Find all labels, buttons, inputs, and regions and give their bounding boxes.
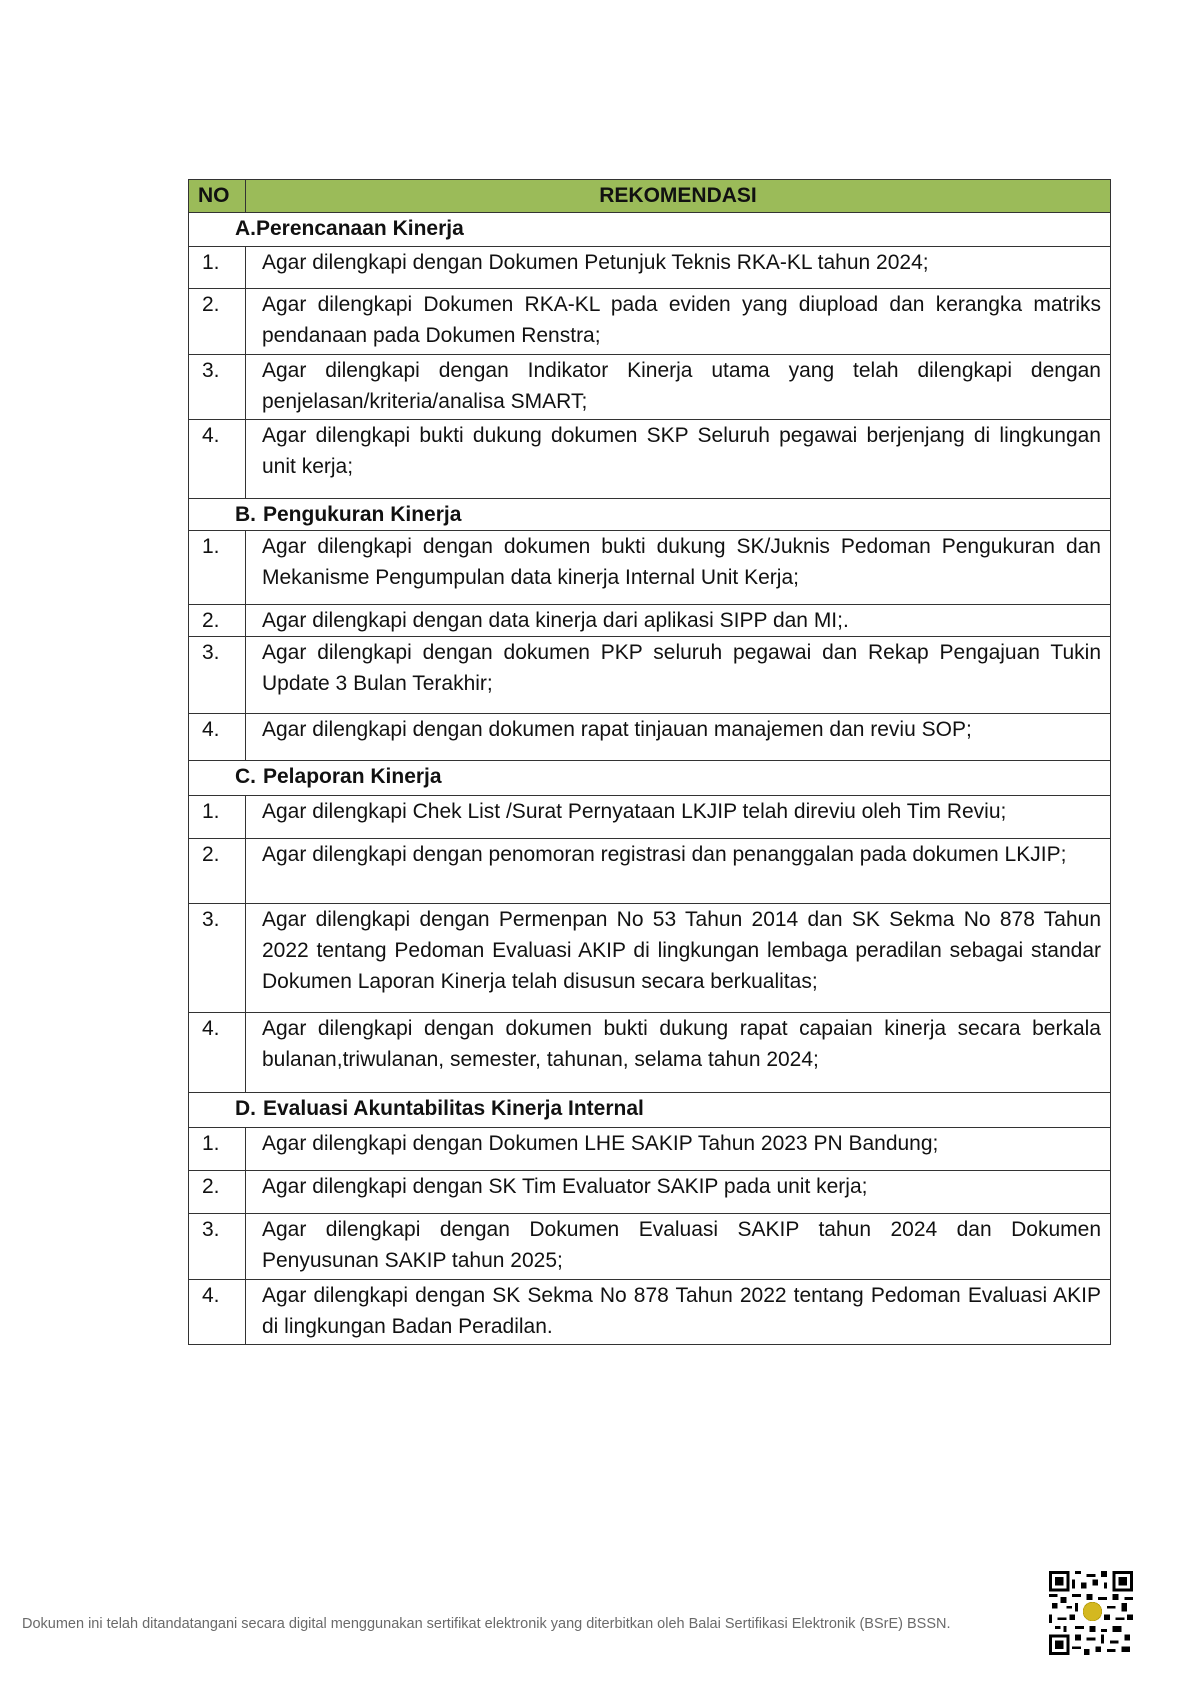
recommendation-text: Agar dilengkapi dengan Indikator Kinerja utama yang telah dilengkapi dengan penjelasan/kriteria/analisa SMART; — [246, 355, 1111, 420]
item-number: 4. — [189, 1013, 246, 1093]
recommendation-table — [188, 179, 1111, 1345]
section-letter: A. — [235, 217, 256, 240]
column-header-rekomendasi: REKOMENDASI — [246, 180, 1111, 213]
recommendation-text: Agar dilengkapi dengan SK Tim Evaluator SAKIP pada unit kerja; — [246, 1171, 1111, 1214]
recommendation-text: Agar dilengkapi Chek List /Surat Pernyataan LKJIP telah direviu oleh Tim Reviu; — [246, 796, 1111, 839]
column-header-no: NO — [189, 180, 246, 213]
section-row — [189, 499, 1111, 531]
section-heading — [189, 499, 1111, 531]
section-row — [189, 761, 1111, 796]
section-row — [189, 1093, 1111, 1128]
section-heading — [189, 213, 1111, 247]
item-number: 4. — [189, 1280, 246, 1345]
item-number: 1. — [189, 1128, 246, 1171]
section-row — [189, 213, 1111, 247]
item-number: 1. — [189, 796, 246, 839]
digital-signature-note: Dokumen ini telah ditandatangani secara digital menggunakan sertifikat elektronik yang diterbitkan oleh Balai Sertifikasi Elektronik (BSrE) BSSN. — [22, 1616, 951, 1632]
table-row — [189, 839, 1111, 904]
table-row — [189, 637, 1111, 714]
table-row — [189, 796, 1111, 839]
item-number: 4. — [189, 714, 246, 761]
table-row — [189, 531, 1111, 605]
section-title: Perencanaan Kinerja — [256, 217, 464, 240]
recommendation-text: Agar dilengkapi dengan SK Sekma No 878 Tahun 2022 tentang Pedoman Evaluasi AKIP di lingkungan Badan Peradilan. — [246, 1280, 1111, 1345]
item-number: 2. — [189, 1171, 246, 1214]
section-letter: D. — [235, 1097, 256, 1120]
qr-code-icon — [1049, 1571, 1133, 1655]
item-number: 3. — [189, 637, 246, 714]
table-row — [189, 1128, 1111, 1171]
table-row — [189, 355, 1111, 420]
section-letter: B. — [235, 503, 256, 526]
table-row — [189, 420, 1111, 499]
item-number: 3. — [189, 355, 246, 420]
item-number: 1. — [189, 247, 246, 289]
recommendation-text: Agar dilengkapi Dokumen RKA-KL pada eviden yang diupload dan kerangka matriks pendanaan pada Dokumen Renstra; — [246, 289, 1111, 355]
table-header-row — [189, 180, 1111, 213]
table-row — [189, 1013, 1111, 1093]
item-number: 3. — [189, 904, 246, 1013]
item-number: 3. — [189, 1214, 246, 1280]
table-row — [189, 1171, 1111, 1214]
recommendation-text: Agar dilengkapi dengan dokumen bukti dukung rapat capaian kinerja secara berkala bulanan,triwulanan, semester, tahunan, selama tahun 2024; — [246, 1013, 1111, 1093]
item-number: 2. — [189, 605, 246, 637]
section-heading — [189, 1093, 1111, 1128]
section-title: Evaluasi Akuntabilitas Kinerja Internal — [263, 1097, 644, 1120]
table-row — [189, 714, 1111, 761]
table-body — [189, 213, 1111, 1345]
table-row — [189, 1214, 1111, 1280]
recommendation-text: Agar dilengkapi dengan Dokumen LHE SAKIP Tahun 2023 PN Bandung; — [246, 1128, 1111, 1171]
recommendation-text: Agar dilengkapi dengan data kinerja dari aplikasi SIPP dan MI;. — [246, 605, 1111, 637]
section-heading — [189, 761, 1111, 796]
recommendation-text: Agar dilengkapi dengan Dokumen Petunjuk Teknis RKA-KL tahun 2024; — [246, 247, 1111, 289]
section-title: Pengukuran Kinerja — [263, 503, 462, 526]
table-row — [189, 1280, 1111, 1345]
section-letter: C. — [235, 765, 256, 788]
table-row — [189, 289, 1111, 355]
recommendation-text: Agar dilengkapi dengan penomoran registrasi dan penanggalan pada dokumen LKJIP; — [246, 839, 1111, 904]
table-row — [189, 605, 1111, 637]
recommendation-text: Agar dilengkapi dengan dokumen bukti dukung SK/Juknis Pedoman Pengukuran dan Mekanisme Pengumpulan data kinerja Internal Unit Kerja; — [246, 531, 1111, 605]
recommendation-text: Agar dilengkapi bukti dukung dokumen SKP Seluruh pegawai berjenjang di lingkungan unit kerja; — [246, 420, 1111, 499]
recommendation-text: Agar dilengkapi dengan Permenpan No 53 Tahun 2014 dan SK Sekma No 878 Tahun 2022 tentang Pedoman Evaluasi AKIP di lingkungan lembaga peradilan sebagai standar Dokumen Laporan Kinerja telah disusun secara berkualitas; — [246, 904, 1111, 1013]
recommendation-text: Agar dilengkapi dengan dokumen rapat tinjauan manajemen dan reviu SOP; — [246, 714, 1111, 761]
table-row — [189, 247, 1111, 289]
section-title: Pelaporan Kinerja — [263, 765, 442, 788]
item-number: 4. — [189, 420, 246, 499]
recommendation-text: Agar dilengkapi dengan dokumen PKP seluruh pegawai dan Rekap Pengajuan Tukin Update 3 Bulan Terakhir; — [246, 637, 1111, 714]
item-number: 2. — [189, 289, 246, 355]
item-number: 2. — [189, 839, 246, 904]
qr-seal-icon — [1083, 1602, 1102, 1621]
recommendation-text: Agar dilengkapi dengan Dokumen Evaluasi SAKIP tahun 2024 dan Dokumen Penyusunan SAKIP tahun 2025; — [246, 1214, 1111, 1280]
table-row — [189, 904, 1111, 1013]
item-number: 1. — [189, 531, 246, 605]
